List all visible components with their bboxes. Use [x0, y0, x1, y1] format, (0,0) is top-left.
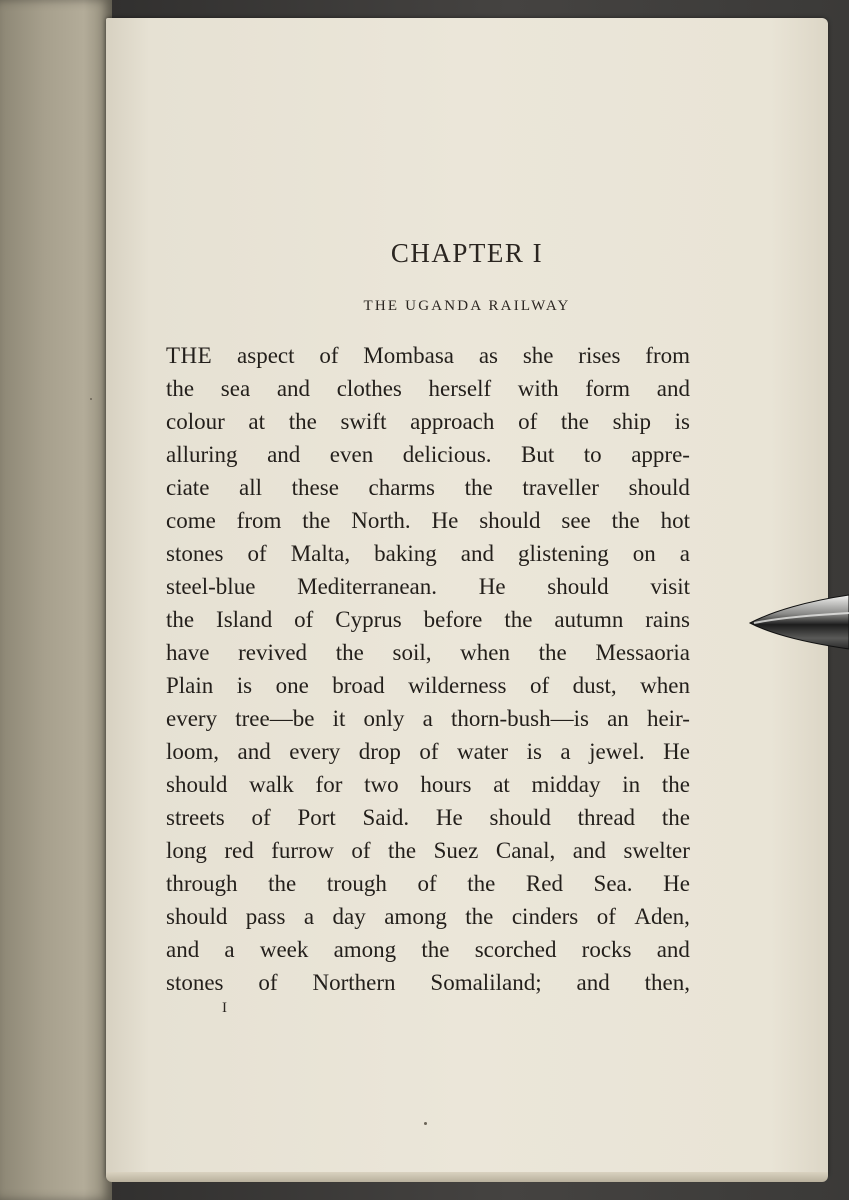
word: the — [166, 607, 195, 632]
word: Malta, — [290, 541, 351, 566]
word: as — [478, 343, 498, 368]
word: Mediterranean. — [297, 574, 437, 599]
word: of — [251, 805, 271, 830]
word: she — [522, 343, 554, 368]
word: a — [303, 904, 315, 929]
word: Northern — [312, 970, 396, 995]
word: have — [166, 640, 210, 665]
word: and — [166, 937, 200, 962]
word: Aden, — [634, 904, 690, 929]
word: should — [628, 475, 690, 500]
word: rains — [645, 607, 690, 632]
text-line — [166, 933, 690, 966]
text-line — [166, 966, 690, 999]
word: long — [166, 838, 207, 863]
word: from — [645, 343, 690, 368]
word: broad — [332, 673, 385, 698]
word: hours — [420, 772, 472, 797]
word: of — [518, 409, 538, 434]
word: delicious. — [402, 442, 492, 467]
word: is — [236, 673, 253, 698]
word: the — [661, 805, 690, 830]
word: a — [224, 937, 235, 962]
word: Suez — [433, 838, 479, 863]
word: and — [576, 970, 610, 995]
word: He — [478, 574, 506, 599]
word: with — [517, 376, 559, 401]
word: swift — [340, 409, 387, 434]
word: thorn-bush—is — [450, 706, 589, 731]
word: only — [363, 706, 405, 731]
text-line — [166, 900, 690, 933]
text-line — [166, 702, 690, 735]
word: appre- — [631, 442, 690, 467]
word: approach — [410, 409, 495, 434]
word: red — [224, 838, 254, 863]
word: should — [547, 574, 609, 599]
word: Mombasa — [363, 343, 455, 368]
word: the — [465, 904, 494, 929]
word: the — [504, 607, 533, 632]
word: two — [364, 772, 399, 797]
word: see — [561, 508, 591, 533]
text-line — [166, 768, 690, 801]
word: the — [611, 508, 640, 533]
word: through — [166, 871, 238, 896]
word: of — [417, 871, 437, 896]
word: and — [276, 376, 311, 401]
word: the — [388, 838, 417, 863]
word: then, — [644, 970, 690, 995]
word: the — [268, 871, 297, 896]
word: rocks — [581, 937, 632, 962]
word: is — [526, 739, 542, 764]
word: at — [248, 409, 266, 434]
word: on — [632, 541, 656, 566]
word: should — [479, 508, 541, 533]
word: and — [656, 376, 690, 401]
word: ciate — [166, 475, 210, 500]
text-line — [166, 834, 690, 867]
word: the — [166, 376, 195, 401]
pen-nib-icon — [748, 593, 849, 651]
word: He — [431, 508, 459, 533]
word: a — [560, 739, 571, 764]
word: when — [640, 673, 690, 698]
word: clothes — [336, 376, 402, 401]
word: and — [267, 442, 301, 467]
word: all — [239, 475, 263, 500]
word: dust, — [572, 673, 617, 698]
text-line — [166, 570, 690, 603]
text-line — [166, 636, 690, 669]
word: stones — [166, 541, 224, 566]
word: form — [585, 376, 631, 401]
word: should — [489, 805, 551, 830]
word: of — [596, 904, 616, 929]
word: pass — [245, 904, 286, 929]
word: trough — [326, 871, 387, 896]
word: in — [622, 772, 641, 797]
word: of — [319, 343, 339, 368]
word: when — [460, 640, 510, 665]
word: come — [166, 508, 216, 533]
facing-page-edge — [0, 0, 112, 1200]
word: the — [335, 640, 364, 665]
word: of — [258, 970, 278, 995]
word: the — [464, 475, 493, 500]
text-line — [166, 867, 690, 900]
word: revived — [238, 640, 308, 665]
word: charms — [368, 475, 435, 500]
word: sea — [220, 376, 251, 401]
word: from — [236, 508, 282, 533]
word: and — [572, 838, 606, 863]
word: and — [237, 739, 271, 764]
word: and — [460, 541, 494, 566]
word: alluring — [166, 442, 238, 467]
text-line — [166, 735, 690, 768]
text-line — [166, 438, 690, 471]
word: these — [291, 475, 339, 500]
word: visit — [650, 574, 690, 599]
word: But — [521, 442, 555, 467]
word: ship — [612, 409, 651, 434]
text-line — [166, 504, 690, 537]
word: jewel. — [589, 739, 645, 764]
word: furrow — [271, 838, 334, 863]
word: even — [329, 442, 374, 467]
word: rises — [578, 343, 621, 368]
word: He — [435, 805, 463, 830]
word: and — [656, 937, 690, 962]
word: Cyprus — [335, 607, 402, 632]
text-line — [166, 471, 690, 504]
text-line — [166, 603, 690, 636]
word: Somaliland; — [430, 970, 542, 995]
text-line — [166, 669, 690, 702]
word: Port — [297, 805, 336, 830]
word: He — [663, 871, 690, 896]
word: among — [384, 904, 447, 929]
word: a — [422, 706, 433, 731]
word: North. — [351, 508, 411, 533]
word: of — [351, 838, 371, 863]
word: is — [674, 409, 690, 434]
paper-speck — [90, 398, 92, 400]
word: it — [332, 706, 346, 731]
word: Said. — [362, 805, 410, 830]
word: should — [166, 772, 228, 797]
page-bottom-edge — [106, 1172, 828, 1182]
word: steel-blue — [166, 574, 256, 599]
word: scorched — [474, 937, 557, 962]
word: the — [538, 640, 567, 665]
word: tree—be — [235, 706, 315, 731]
word: loom, — [166, 739, 220, 764]
text-line — [166, 339, 690, 372]
word: the — [421, 937, 450, 962]
word: baking — [374, 541, 437, 566]
word: Red — [525, 871, 563, 896]
word: heir- — [646, 706, 690, 731]
word: of — [247, 541, 267, 566]
word: should — [166, 904, 228, 929]
word: aspect — [237, 343, 295, 368]
word: Canal, — [495, 838, 556, 863]
word: thread — [577, 805, 636, 830]
word: cinders — [511, 904, 579, 929]
word: for — [315, 772, 343, 797]
chapter-title: CHAPTER I — [390, 238, 544, 268]
page-number: I — [222, 1000, 227, 1016]
word: colour — [166, 409, 225, 434]
word: the — [560, 409, 589, 434]
word: the — [288, 409, 317, 434]
text-line — [166, 537, 690, 570]
word: autumn — [554, 607, 624, 632]
word: the — [467, 871, 496, 896]
word: of — [529, 673, 550, 698]
word: traveller — [522, 475, 599, 500]
word: a — [679, 541, 690, 566]
word: Island — [216, 607, 273, 632]
word: Messaoria — [595, 640, 690, 665]
word: stones — [166, 970, 224, 995]
word: an — [607, 706, 629, 731]
word: at — [493, 772, 510, 797]
paper-speck — [424, 1122, 427, 1125]
word: Plain — [166, 673, 214, 698]
word: glistening — [517, 541, 609, 566]
word: swelter — [623, 838, 690, 863]
word: drop — [358, 739, 401, 764]
word: before — [423, 607, 483, 632]
word: to — [583, 442, 602, 467]
word: day — [332, 904, 366, 929]
text-line — [166, 405, 690, 438]
word: He — [663, 739, 690, 764]
body-text — [166, 339, 690, 999]
word: herself — [428, 376, 492, 401]
word: every — [166, 706, 218, 731]
word: wilderness — [408, 673, 507, 698]
word: the — [302, 508, 331, 533]
word: THE — [166, 343, 213, 368]
word: walk — [249, 772, 294, 797]
text-line — [166, 801, 690, 834]
word: week — [259, 937, 309, 962]
chapter-subtitle: THE UGANDA RAILWAY — [363, 298, 571, 314]
word: among — [333, 937, 397, 962]
word: streets — [166, 805, 225, 830]
word: hot — [660, 508, 690, 533]
word: every — [289, 739, 341, 764]
word: midday — [531, 772, 601, 797]
word: Sea. — [593, 871, 633, 896]
text-line — [166, 372, 690, 405]
word: the — [661, 772, 690, 797]
word: of — [294, 607, 314, 632]
word: soil, — [392, 640, 432, 665]
word: one — [275, 673, 309, 698]
word: of — [419, 739, 439, 764]
word: water — [457, 739, 509, 764]
